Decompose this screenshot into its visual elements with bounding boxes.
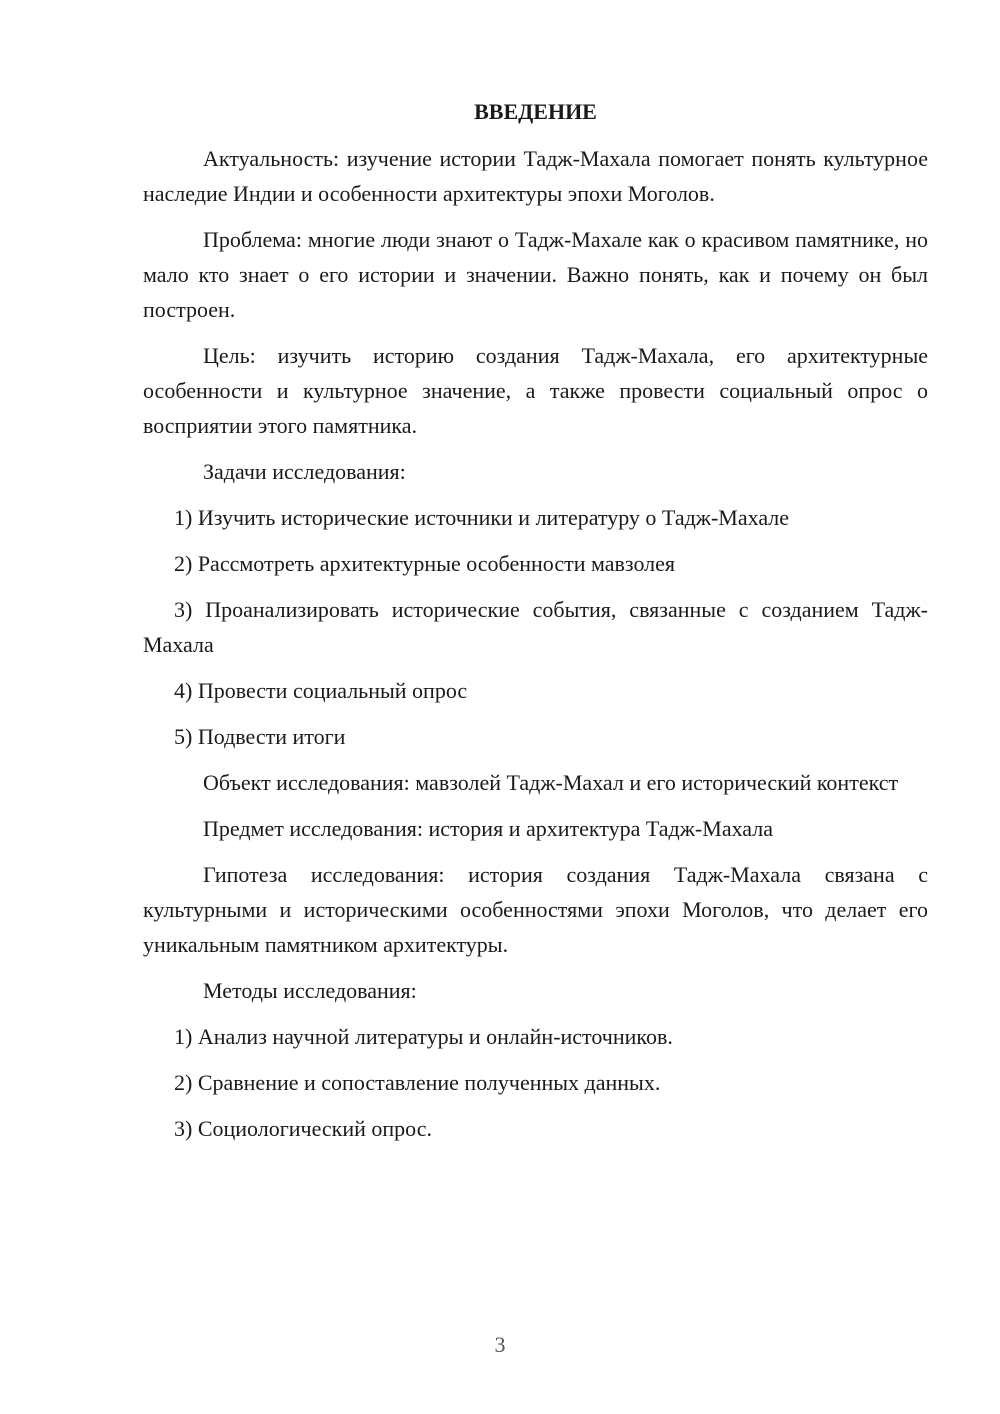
- task-item: 3) Проанализировать исторические события, связанные с созданием Тадж-Махала: [143, 597, 928, 657]
- page-number: 3: [494, 1332, 506, 1357]
- object-paragraph: Объект исследования: мавзолей Тадж-Махал и его исторический контекст: [203, 770, 899, 795]
- methods-title: Методы исследования:: [203, 978, 417, 1003]
- method-item: 1) Анализ научной литературы и онлайн-источников.: [174, 1024, 673, 1049]
- section-heading: ВВЕДЕНИЕ: [474, 99, 597, 124]
- task-item: 1) Изучить исторические источники и литературу о Тадж-Махале: [174, 505, 790, 530]
- goal-paragraph: Цель: изучить историю создания Тадж-Махала, его архитектурные особенности и культурное значение, а также провести социальный опрос о восприятии этого памятника.: [143, 343, 928, 438]
- task-item: 5) Подвести итоги: [174, 724, 346, 749]
- problem-paragraph: Проблема: многие люди знают о Тадж-Махале как о красивом памятнике, но мало кто знает о его истории и значении. Важно понять, как и почему он был построен.: [143, 227, 928, 322]
- document-page: [143, 94, 928, 1157]
- method-item: 3) Социологический опрос.: [174, 1116, 432, 1141]
- method-item: 2) Сравнение и сопоставление полученных данных.: [174, 1070, 661, 1095]
- task-item: 2) Рассмотреть архитектурные особенности мавзолея: [174, 551, 676, 576]
- task-item: 4) Провести социальный опрос: [174, 678, 468, 703]
- tasks-title: Задачи исследования:: [203, 459, 406, 484]
- relevance-paragraph: Актуальность: изучение истории Тадж-Махала помогает понять культурное наследие Индии и особенности архитектуры эпохи Моголов.: [143, 146, 928, 206]
- hypothesis-paragraph: Гипотеза исследования: история создания Тадж-Махала связана с культурными и историческими особенностями эпохи Моголов, что делает его уникальным памятником архитектуры.: [143, 862, 928, 957]
- subject-paragraph: Предмет исследования: история и архитектура Тадж-Махала: [203, 816, 773, 841]
